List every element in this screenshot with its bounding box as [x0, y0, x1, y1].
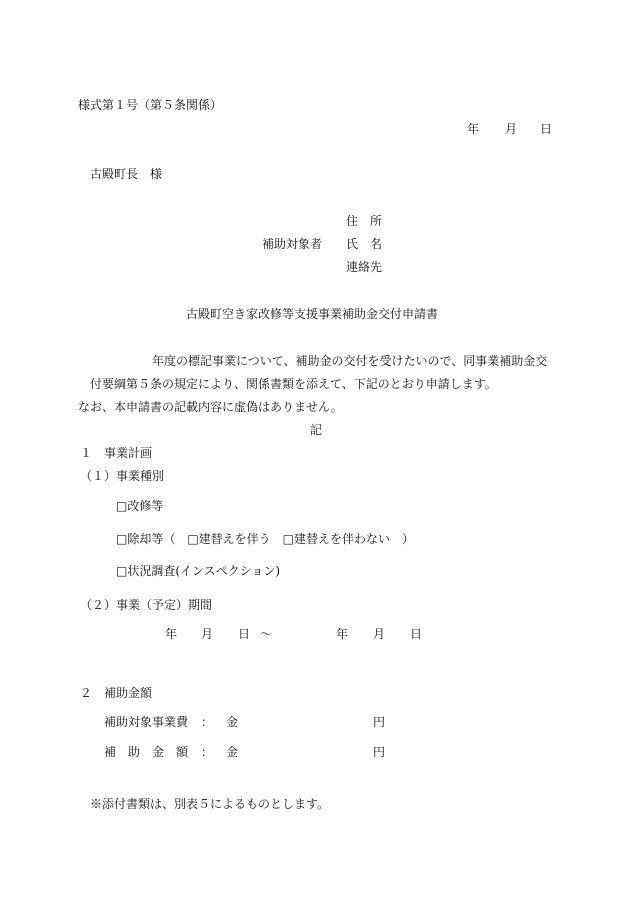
addressee: 古殿町長 様	[90, 167, 163, 181]
subsidy-amount-label: 補助金額	[104, 745, 201, 759]
subsidy-amount-yen: 円	[373, 745, 386, 759]
period-end-year: 年	[336, 627, 349, 641]
option-inspection[interactable]: □状況調査(インスペクション)	[116, 564, 281, 578]
section2-number: ２	[80, 686, 93, 700]
section1-sub2: （２）事業（予定）期間	[80, 598, 213, 612]
period-tilde: ～	[260, 627, 273, 641]
period-end-day: 日	[410, 627, 423, 641]
attachment-note: ※添付書類は、別表５によるものとします。	[90, 797, 330, 811]
option-demolition[interactable]: □除却等（ □建替えを伴う □建替えを伴わない ）	[116, 532, 415, 546]
period-start-day: 日	[238, 627, 251, 641]
subsidy-target-cost-yen: 円	[373, 715, 386, 729]
body-line-2: 付要綱第５条の規定により、関係書類を添えて、下記のとおり申請します。	[90, 377, 497, 391]
applicant-name-label: 氏 名	[346, 237, 383, 251]
period-start-year: 年	[165, 627, 178, 641]
document-title: 古殿町空き家改修等支援事業補助金交付申請書	[186, 307, 439, 321]
subsidy-amount-colon: ：	[201, 745, 214, 759]
date-year-label: 年	[467, 122, 480, 136]
form-number: 様式第１号（第５条関係）	[78, 98, 223, 112]
body-line-3: なお、本申請書の記載内容に虚偽はありません。	[78, 400, 343, 414]
option-renovation[interactable]: □改修等	[116, 499, 164, 513]
subsidy-amount-kin: 金	[226, 745, 239, 759]
subsidy-target-cost-colon: ：	[201, 715, 214, 729]
applicant-address-label: 住 所	[346, 214, 383, 228]
body-line-1: 年度の標記事業について、補助金の交付を受けたいので、同事業補助金交	[152, 354, 548, 368]
period-end-month: 月	[373, 627, 386, 641]
subsidy-target-cost-label: 補助対象事業費	[104, 715, 189, 729]
ki-heading: 記	[310, 423, 323, 437]
period-start-month: 月	[201, 627, 214, 641]
subsidy-target-cost-kin: 金	[226, 715, 239, 729]
date-month-label: 月	[505, 122, 518, 136]
applicant-contact-label: 連絡先	[346, 260, 383, 274]
date-day-label: 日	[540, 122, 553, 136]
section1-heading: 事業計画	[104, 446, 153, 460]
section1-sub1: （１）事業種別	[80, 469, 165, 483]
applicant-role-label: 補助対象者	[262, 237, 323, 251]
section2-heading: 補助金額	[104, 686, 153, 700]
section1-number: １	[80, 446, 93, 460]
